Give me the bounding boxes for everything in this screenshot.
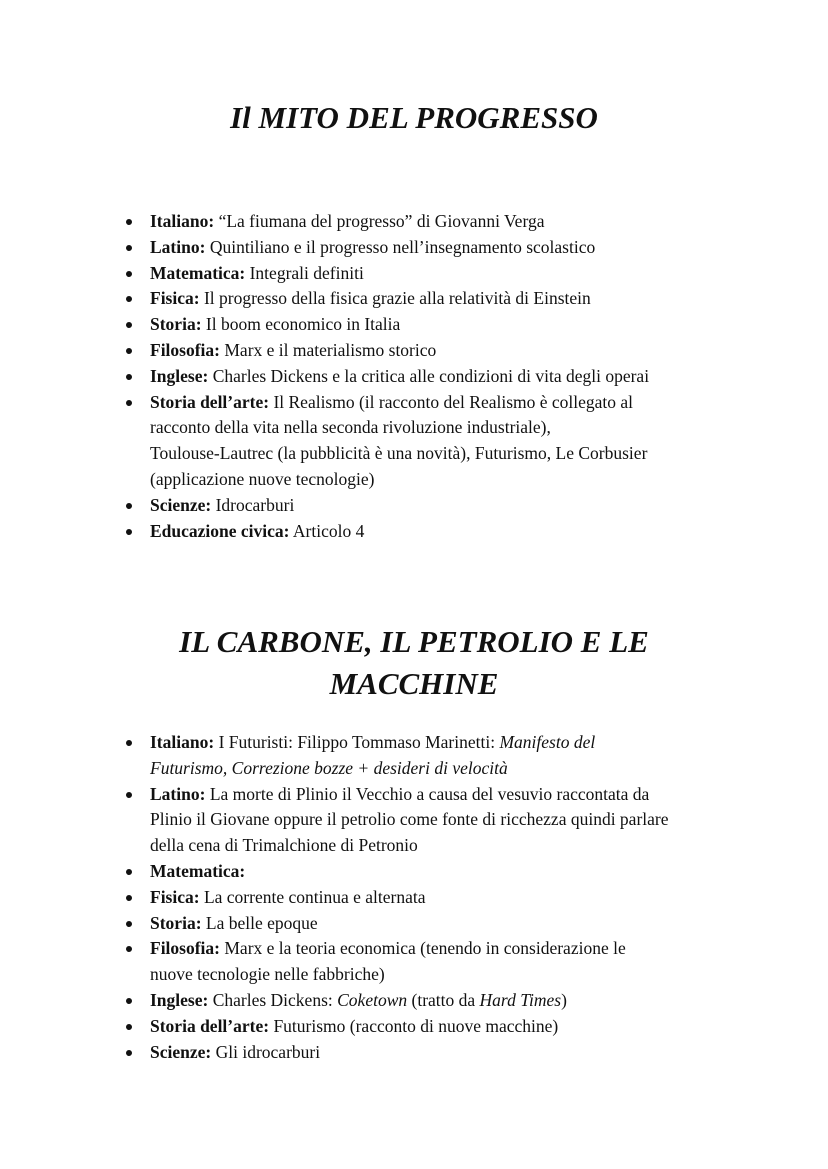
topic-text: Il boom economico in Italia	[201, 314, 401, 335]
topic-text: La corrente continua e alternata	[199, 886, 426, 907]
topic-text: “La fiumana del progresso” di Giovanni Verga	[214, 211, 545, 231]
bullet-icon	[126, 503, 132, 509]
list-item-storia	[150, 911, 740, 937]
bullet-icon	[126, 374, 132, 380]
topic-list-mito-del-progresso	[150, 209, 740, 544]
bullet-icon	[126, 895, 132, 901]
bullet-icon	[126, 869, 132, 875]
list-item-italiano	[150, 730, 740, 782]
topic-text: Charles Dickens e la critica alle condizioni di vita degli operai	[208, 365, 650, 386]
bullet-icon	[126, 1024, 132, 1030]
topic-text: Gli idrocarburi	[211, 1041, 321, 1062]
topic-text: Integrali definiti	[245, 262, 364, 283]
subject-label: Storia dell’arte:	[150, 1015, 270, 1036]
list-item-scienze	[150, 493, 740, 519]
section-title-mito-del-progresso	[100, 97, 728, 139]
topic-text: della cena di Trimalchione di Petronio	[150, 835, 418, 856]
subject-label: Educazione civica:	[150, 520, 290, 541]
topic-text: racconto della vita nella seconda rivoluzione industriale),	[150, 417, 551, 438]
topic-list-carbone-petrolio-macchine	[150, 730, 740, 1065]
subject-label: Fisica:	[150, 288, 200, 309]
list-item-latino	[150, 782, 740, 859]
section-title-carbone-petrolio-macchine	[100, 621, 728, 705]
topic-text: )	[561, 989, 567, 1010]
subject-label: Italiano:	[150, 211, 215, 231]
subject-label: Scienze:	[150, 1041, 212, 1062]
subject-label: Matematica:	[150, 860, 246, 881]
list-item-filosofia	[150, 338, 740, 364]
topic-text: Il progresso della fisica grazie alla relatività di Einstein	[199, 288, 591, 309]
bullet-icon	[126, 400, 132, 406]
topic-text: (tratto da	[407, 989, 480, 1010]
topic-text: Toulouse-Lautrec (la pubblicità è una novità), Futurismo, Le Corbusier	[150, 443, 648, 464]
subject-label: Storia:	[150, 314, 202, 335]
list-item-storia-arte	[150, 390, 740, 493]
bullet-icon	[126, 792, 132, 798]
list-item-inglese	[150, 364, 740, 390]
bullet-icon	[126, 921, 132, 927]
topic-text: Quintiliano e il progresso nell’insegnamento scolastico	[205, 236, 596, 257]
subject-label: Scienze:	[150, 494, 212, 515]
subject-label: Inglese:	[150, 989, 209, 1010]
topic-text-italic: Manifesto del	[499, 732, 596, 752]
list-item-storia	[150, 312, 740, 338]
bullet-icon	[126, 740, 132, 746]
section-title-text: Il MITO DEL PROGRESSO	[230, 100, 598, 135]
bullet-icon	[126, 245, 132, 251]
topic-text: (applicazione nuove tecnologie)	[150, 468, 375, 489]
list-item-educazione-civica	[150, 519, 740, 545]
topic-text: Marx e il materialismo storico	[220, 339, 437, 360]
topic-text: La belle epoque	[201, 912, 318, 933]
list-item-inglese	[150, 988, 740, 1014]
topic-text: Il Realismo (il racconto del Realismo è collegato al	[269, 391, 634, 412]
bullet-icon	[126, 946, 132, 952]
topic-text: I Futuristi: Filippo Tommaso Marinetti:	[214, 732, 500, 752]
subject-label: Italiano:	[150, 732, 215, 752]
subject-label: Latino:	[150, 783, 206, 804]
topic-text-italic: Coketown	[337, 989, 408, 1010]
list-item-fisica	[150, 885, 740, 911]
bullet-icon	[126, 529, 132, 535]
section-title-line-1: IL CARBONE, IL PETROLIO E LE	[179, 624, 649, 659]
list-item-storia-arte	[150, 1014, 740, 1040]
list-item-matematica	[150, 859, 740, 885]
list-item-filosofia	[150, 936, 740, 988]
list-item-scienze	[150, 1040, 740, 1066]
topic-text-italic: Futurismo, Correzione bozze + desideri di velocità	[150, 757, 508, 778]
bullet-icon	[126, 322, 132, 328]
bullet-icon	[126, 219, 132, 225]
subject-label: Filosofia:	[150, 938, 220, 959]
subject-label: Fisica:	[150, 886, 200, 907]
list-item-fisica	[150, 286, 740, 312]
section-title-line-2: MACCHINE	[329, 666, 499, 701]
topic-text: Marx e la teoria economica (tenendo in considerazione le	[220, 938, 626, 959]
list-item-italiano	[150, 209, 740, 235]
subject-label: Latino:	[150, 236, 206, 257]
topic-text: nuove tecnologie nelle fabbriche)	[150, 964, 385, 985]
topic-text: Articolo 4	[289, 520, 365, 541]
bullet-icon	[126, 1050, 132, 1056]
subject-label: Filosofia:	[150, 339, 220, 360]
list-item-latino	[150, 235, 740, 261]
subject-label: Storia dell’arte:	[150, 391, 270, 412]
topic-text: Idrocarburi	[211, 494, 295, 515]
list-item-matematica	[150, 261, 740, 287]
topic-text-italic: Hard Times	[479, 989, 562, 1010]
subject-label: Inglese:	[150, 365, 209, 386]
bullet-icon	[126, 348, 132, 354]
topic-text: Charles Dickens:	[208, 989, 338, 1010]
bullet-icon	[126, 296, 132, 302]
bullet-icon	[126, 998, 132, 1004]
subject-label: Storia:	[150, 912, 202, 933]
topic-text: Plinio il Giovane oppure il petrolio come fonte di ricchezza quindi parlare	[150, 809, 669, 830]
subject-label: Matematica:	[150, 262, 246, 283]
topic-text: Futurismo (racconto di nuove macchine)	[269, 1015, 559, 1036]
topic-text: La morte di Plinio il Vecchio a causa del vesuvio raccontata da	[205, 783, 650, 804]
bullet-icon	[126, 271, 132, 277]
